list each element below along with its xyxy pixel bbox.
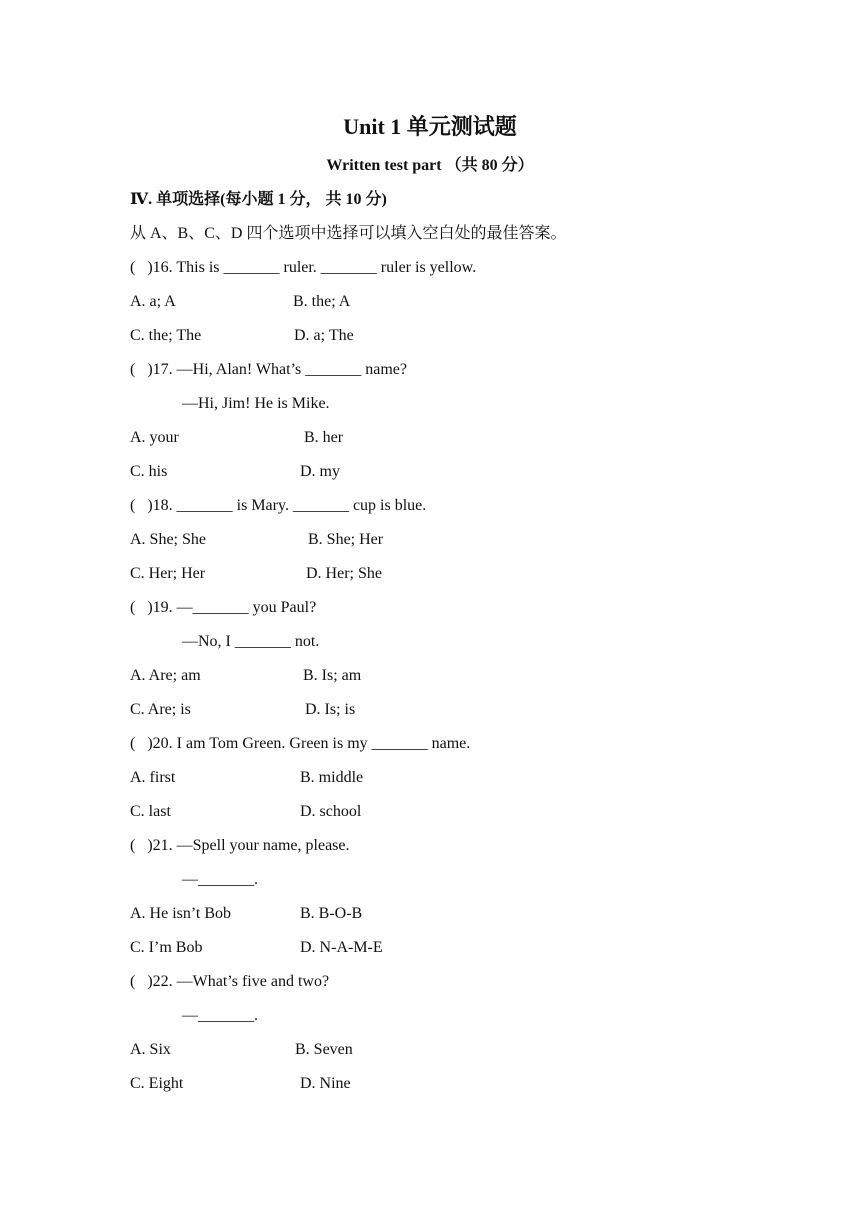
question-21-stem: ( )21. —Spell your name, please. [130,837,350,854]
page-title: Unit 1 单元测试题 [343,114,517,139]
question-16-option-a: A. a; A [130,293,176,310]
question-22-option-d: D. Nine [300,1075,351,1092]
question-16-option-d: D. a; The [294,327,354,344]
question-17-stem: ( )17. —Hi, Alan! What’s _______ name? [130,361,407,378]
question-19-option-b: B. Is; am [303,667,362,684]
question-18-option-c: C. Her; Her [130,565,206,582]
question-17-stem-reply: —Hi, Jim! He is Mike. [182,395,330,412]
question-21-option-b: B. B-O-B [300,905,363,922]
question-19-stem-reply: —No, I _______ not. [182,633,320,650]
question-20-option-d: D. school [300,803,362,820]
question-22-stem: ( )22. —What’s five and two? [130,973,330,990]
question-21-option-a: A. He isn’t Bob [130,905,232,922]
question-19-option-a: A. Are; am [130,667,201,684]
question-18-option-a: A. She; She [130,531,206,548]
question-18-stem: ( )18. _______ is Mary. _______ cup is blue. [130,497,427,514]
question-22-stem-reply: —_______. [182,1007,258,1024]
question-20-option-c: C. last [130,803,171,820]
question-18-option-b: B. She; Her [308,531,384,548]
question-21-option-d: D. N-A-M-E [300,939,383,956]
question-16-option-b: B. the; A [293,293,351,310]
question-18-option-d: D. Her; She [306,565,382,582]
section-heading: Ⅳ. 单项选择(每小题 1 分， 共 10 分) [130,191,387,208]
question-19-option-c: C. Are; is [130,701,191,718]
question-17-option-b: B. her [304,429,344,446]
question-22-option-a: A. Six [130,1041,171,1058]
question-17-option-a: A. your [130,429,179,446]
question-16-option-c: C. the; The [130,327,202,344]
question-16-stem: ( )16. This is _______ ruler. _______ ruler is yellow. [130,259,477,276]
question-19-stem: ( )19. —_______ you Paul? [130,599,317,616]
question-20-option-a: A. first [130,769,176,786]
page-subtitle: Written test part （共 80 分） [326,157,534,174]
question-20-option-b: B. middle [300,769,364,786]
question-20-stem: ( )20. I am Tom Green. Green is my _______ name. [130,735,471,752]
question-17-option-d: D. my [300,463,340,480]
section-instruction: 从 A、B、C、D 四个选项中选择可以填入空白处的最佳答案。 [130,225,567,242]
question-22-option-c: C. Eight [130,1075,184,1092]
question-21-stem-reply: —_______. [182,871,258,888]
question-22-option-b: B. Seven [295,1041,353,1058]
question-17-option-c: C. his [130,463,168,480]
question-21-option-c: C. I’m Bob [130,939,203,956]
question-19-option-d: D. Is; is [305,701,356,718]
